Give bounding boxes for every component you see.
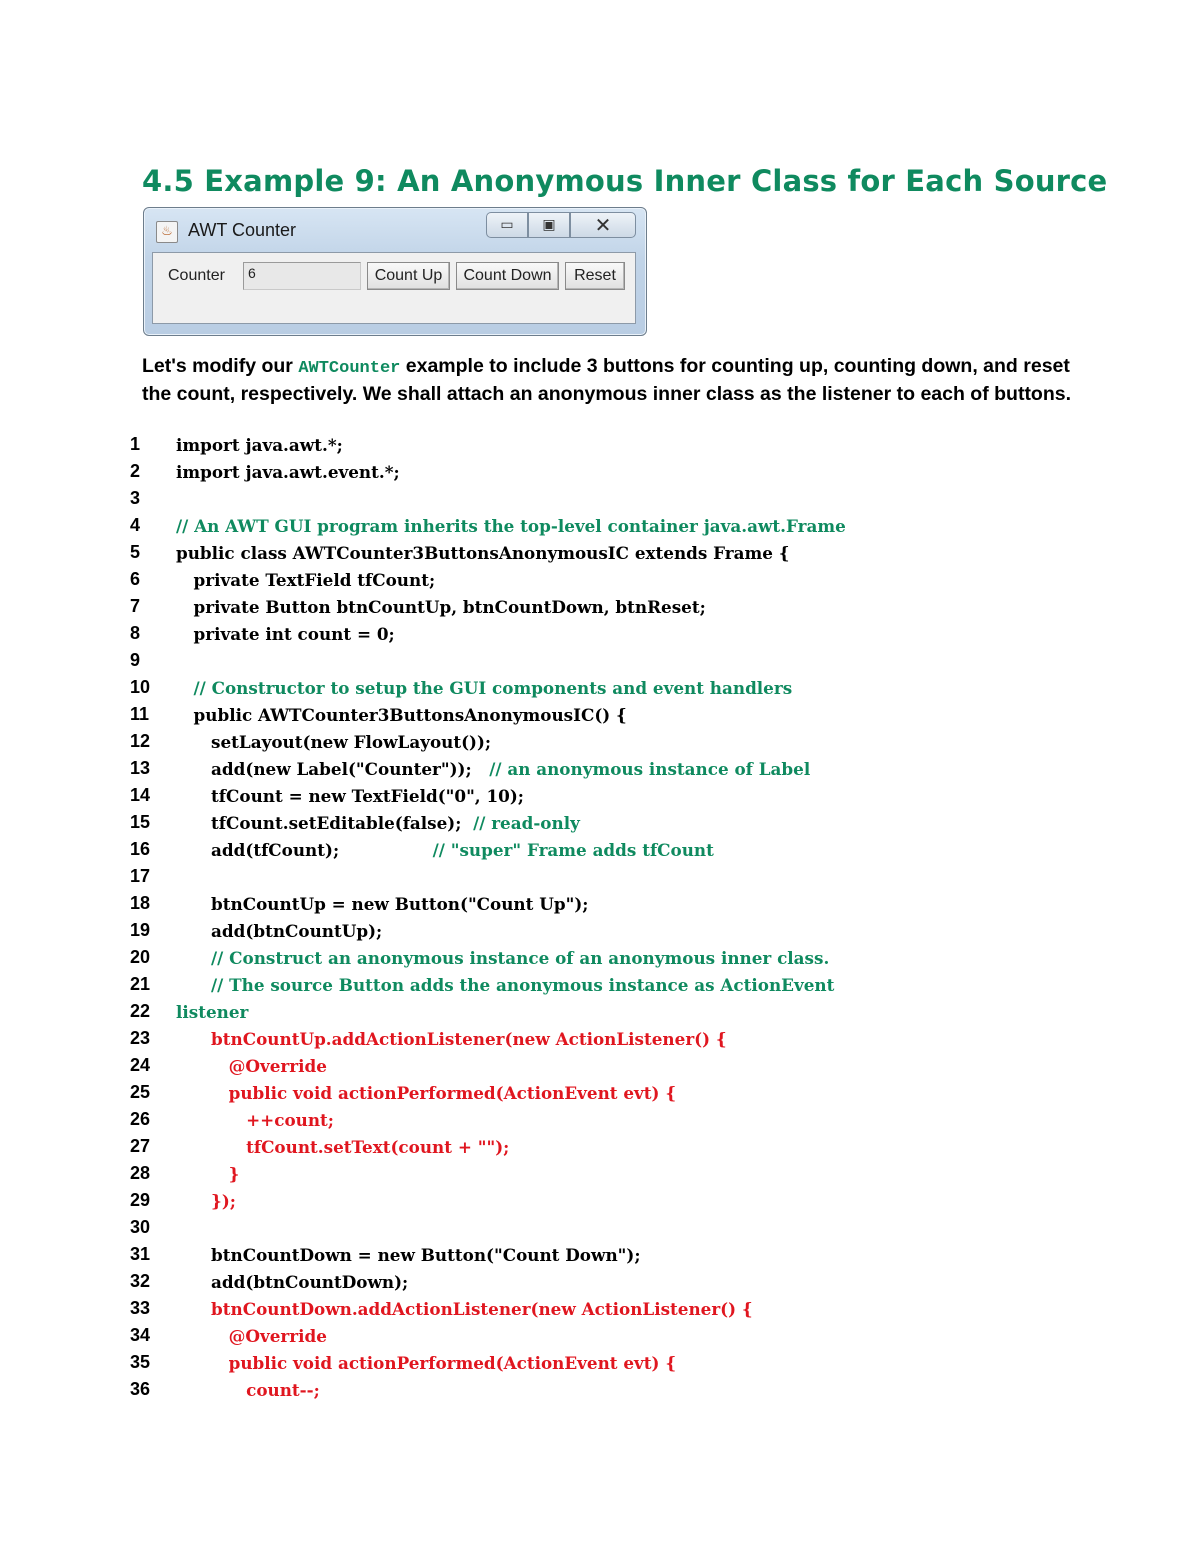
- line-number: 35: [130, 1352, 151, 1372]
- line-number: 14: [130, 785, 151, 805]
- maximize-button[interactable]: ▣: [528, 212, 570, 238]
- code-statement: @Override: [176, 1326, 327, 1346]
- code-text: [176, 462, 400, 482]
- code-text: [176, 732, 491, 752]
- code-statement: public class AWTCounter3ButtonsAnonymousIC extends Frame {: [176, 543, 790, 563]
- code-statement: @Override: [176, 1056, 327, 1076]
- code-statement: public void actionPerformed(ActionEvent evt) {: [176, 1353, 677, 1373]
- code-statement: listener: [176, 1002, 249, 1022]
- code-line: [130, 1379, 1130, 1406]
- line-number: 30: [130, 1217, 151, 1237]
- intro-text-after: example to include 3 buttons for counting up, counting down, and reset the count, respectively. We shall attach an anonymous inner class as the listener to each of buttons.: [142, 355, 1072, 405]
- code-statement: tfCount.setText(count + "");: [176, 1137, 510, 1157]
- code-text: [176, 894, 588, 914]
- line-number: 27: [130, 1136, 151, 1156]
- line-number: 29: [130, 1190, 151, 1210]
- code-comment: // read-only: [473, 813, 580, 833]
- code-line: [130, 650, 1130, 677]
- code-line: [130, 1028, 1130, 1055]
- code-statement: btnCountUp.addActionListener(new ActionListener() {: [176, 1029, 727, 1049]
- line-number: 10: [130, 677, 151, 697]
- counter-label: Counter: [168, 267, 225, 284]
- code-line: [130, 704, 1130, 731]
- code-text: [176, 1110, 334, 1130]
- code-line: [130, 731, 1130, 758]
- window-title: AWT Counter: [188, 220, 297, 240]
- line-number: 26: [130, 1109, 151, 1129]
- code-line: [130, 1325, 1130, 1352]
- code-statement: private Button btnCountUp, btnCountDown, btnReset;: [176, 597, 706, 617]
- code-statement: // An AWT GUI program inherits the top-level container java.awt.Frame: [176, 516, 846, 536]
- minimize-button[interactable]: ▭: [486, 212, 528, 238]
- code-line: [130, 1244, 1130, 1271]
- code-line: [130, 542, 1130, 569]
- code-statement: // Constructor to setup the GUI components and event handlers: [176, 678, 793, 698]
- code-text: [176, 1326, 327, 1346]
- intro-text-before: Let's modify our: [142, 355, 299, 377]
- code-statement: btnCountDown = new Button("Count Down");: [176, 1245, 641, 1265]
- code-text: [176, 1137, 509, 1157]
- line-number: 8: [130, 623, 141, 643]
- code-line: [130, 569, 1130, 596]
- line-number: 33: [130, 1298, 151, 1318]
- code-line: [130, 839, 1130, 866]
- code-text: [176, 1002, 248, 1022]
- line-number: 9: [130, 650, 141, 670]
- code-statement: private TextField tfCount;: [176, 570, 436, 590]
- code-line: [130, 1271, 1130, 1298]
- java-cup-icon: ♨: [156, 221, 178, 243]
- code-statement: add(btnCountUp);: [176, 921, 383, 941]
- window-client-area: [152, 252, 636, 324]
- code-listing: [130, 434, 1130, 1406]
- line-number: 23: [130, 1028, 151, 1048]
- code-text: [176, 921, 382, 941]
- code-text: [176, 786, 524, 806]
- line-number: 17: [130, 866, 151, 886]
- code-text: [176, 678, 792, 698]
- code-line: [130, 866, 1130, 893]
- code-line: [130, 1055, 1130, 1082]
- line-number: 25: [130, 1082, 151, 1102]
- line-number: 19: [130, 920, 151, 940]
- code-text: [176, 1164, 239, 1184]
- code-statement: // Construct an anonymous instance of an anonymous inner class.: [176, 948, 830, 968]
- code-statement: add(btnCountDown);: [176, 1272, 409, 1292]
- code-statement: btnCountDown.addActionListener(new ActionListener() {: [176, 1299, 753, 1319]
- section-heading: 4.5 Example 9: An Anonymous Inner Class for Each Source: [142, 164, 1108, 198]
- code-line: [130, 1163, 1130, 1190]
- count-up-button[interactable]: Count Up: [367, 262, 450, 290]
- line-number: 13: [130, 758, 151, 778]
- code-text: [176, 813, 580, 833]
- code-line: [130, 623, 1130, 650]
- code-text: [176, 597, 706, 617]
- line-number: 2: [130, 461, 141, 481]
- code-text: [176, 624, 395, 644]
- code-line: [130, 1217, 1130, 1244]
- code-line: [130, 461, 1130, 488]
- code-statement: // The source Button adds the anonymous instance as ActionEvent: [176, 975, 835, 995]
- code-statement: });: [176, 1191, 236, 1211]
- code-statement: import java.awt.event.*;: [176, 462, 400, 482]
- code-statement: }: [176, 1164, 240, 1184]
- code-line: [130, 1136, 1130, 1163]
- counter-field[interactable]: 6: [243, 262, 361, 290]
- code-statement: count--;: [176, 1380, 320, 1400]
- code-text: [176, 1191, 236, 1211]
- line-number: 32: [130, 1271, 151, 1291]
- window-controls: [486, 212, 636, 238]
- code-text: [176, 570, 435, 590]
- code-line: [130, 785, 1130, 812]
- code-text: [176, 1272, 408, 1292]
- line-number: 36: [130, 1379, 151, 1399]
- code-text: [176, 1056, 327, 1076]
- line-number: 24: [130, 1055, 151, 1075]
- code-line: [130, 596, 1130, 623]
- line-number: 34: [130, 1325, 151, 1345]
- code-comment: // an anonymous instance of Label: [489, 759, 811, 779]
- line-number: 22: [130, 1001, 151, 1021]
- code-text: [176, 1083, 676, 1103]
- line-number: 15: [130, 812, 151, 832]
- code-line: [130, 1190, 1130, 1217]
- code-line: [130, 947, 1130, 974]
- code-line: [130, 758, 1130, 785]
- code-text: [176, 435, 343, 455]
- code-line: [130, 1352, 1130, 1379]
- line-number: 31: [130, 1244, 151, 1264]
- line-number: 21: [130, 974, 151, 994]
- code-statement: tfCount.setEditable(false);: [176, 813, 474, 833]
- line-number: 28: [130, 1163, 151, 1183]
- reset-button[interactable]: Reset: [565, 262, 625, 290]
- line-number: 20: [130, 947, 151, 967]
- code-text: [176, 543, 790, 563]
- code-text: [176, 705, 627, 725]
- code-statement: add(tfCount);: [176, 840, 433, 860]
- line-number: 4: [130, 515, 141, 535]
- code-line: [130, 1109, 1130, 1136]
- line-number: 18: [130, 893, 151, 913]
- code-text: [176, 1380, 320, 1400]
- code-line: [130, 1298, 1130, 1325]
- code-text: [176, 516, 846, 536]
- code-statement: setLayout(new FlowLayout());: [176, 732, 492, 752]
- code-line: [130, 812, 1130, 839]
- code-statement: ++count;: [176, 1110, 334, 1130]
- line-number: 12: [130, 731, 151, 751]
- code-text: [176, 1245, 641, 1265]
- code-text: [176, 948, 829, 968]
- line-number: 11: [130, 704, 150, 724]
- code-statement: btnCountUp = new Button("Count Up");: [176, 894, 589, 914]
- code-statement: public void actionPerformed(ActionEvent evt) {: [176, 1083, 677, 1103]
- code-line: [130, 515, 1130, 542]
- line-number: 5: [130, 542, 141, 562]
- awt-counter-window: [143, 207, 647, 336]
- code-comment: // "super" Frame adds tfCount: [432, 840, 714, 860]
- code-statement: add(new Label("Counter"));: [176, 759, 490, 779]
- code-text: [176, 1029, 727, 1049]
- code-statement: private int count = 0;: [176, 624, 395, 644]
- inline-code-awtcounter: AWTCounter: [298, 359, 401, 378]
- code-line: [130, 1001, 1130, 1028]
- code-line: [130, 488, 1130, 515]
- code-line: [130, 893, 1130, 920]
- intro-paragraph: [142, 354, 1072, 406]
- code-statement: tfCount = new TextField("0", 10);: [176, 786, 524, 806]
- code-text: [176, 1299, 753, 1319]
- code-statement: public AWTCounter3ButtonsAnonymousIC() {: [176, 705, 627, 725]
- code-text: [176, 1353, 676, 1373]
- line-number: 3: [130, 488, 141, 508]
- code-text: [176, 840, 714, 860]
- line-number: 6: [130, 569, 141, 589]
- line-number: 1: [130, 434, 141, 454]
- code-line: [130, 920, 1130, 947]
- code-text: [176, 975, 834, 995]
- close-button[interactable]: ✕: [570, 212, 636, 238]
- line-number: 7: [130, 596, 141, 616]
- code-line: [130, 434, 1130, 461]
- window-titlebar[interactable]: [144, 208, 646, 252]
- code-statement: import java.awt.*;: [176, 435, 343, 455]
- line-number: 16: [130, 839, 151, 859]
- code-text: [176, 759, 810, 779]
- count-down-button[interactable]: Count Down: [456, 262, 559, 290]
- code-line: [130, 1082, 1130, 1109]
- code-line: [130, 974, 1130, 1001]
- code-line: [130, 677, 1130, 704]
